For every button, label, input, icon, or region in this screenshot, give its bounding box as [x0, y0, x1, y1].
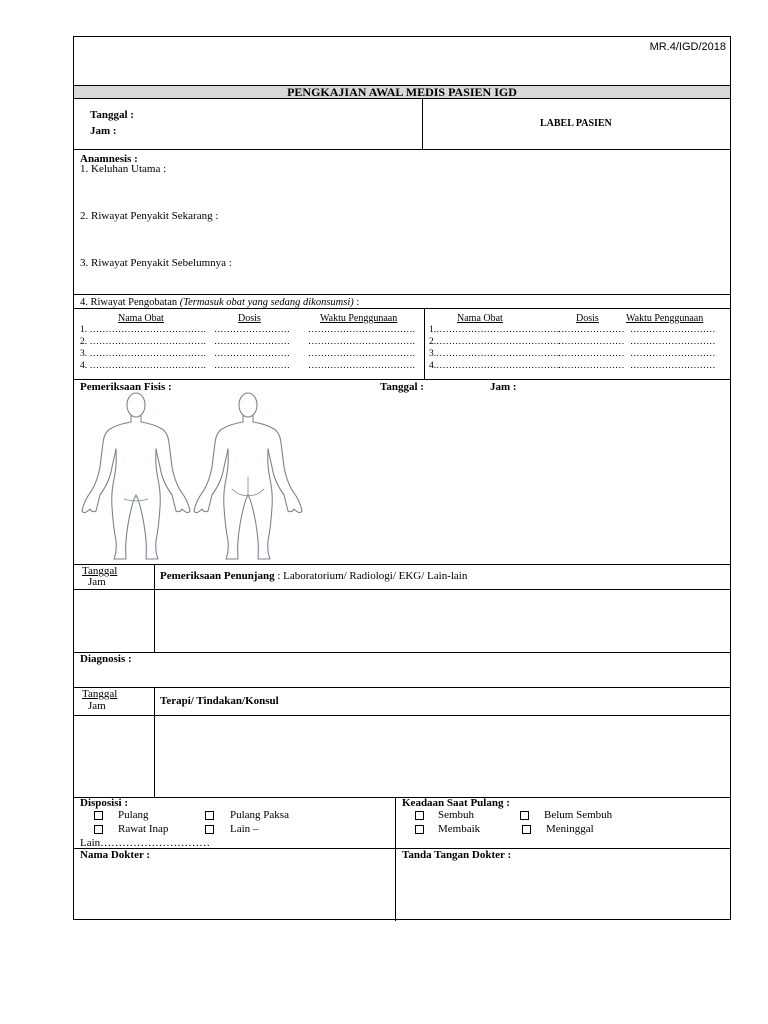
med-left-row-1: 1. ………………………………. [80, 325, 206, 335]
body-back-figure [192, 391, 304, 563]
form-title: PENGKAJIAN AWAL MEDIS PASIEN IGD [74, 85, 730, 99]
riwayat-pengobatan-note: (Termasuk obat yang sedang dikonsumsi) [179, 297, 354, 308]
penunjang-jam: Jam [88, 576, 106, 588]
riwayat-pengobatan-colon: : [353, 297, 360, 308]
checkbox-lain[interactable] [205, 825, 214, 834]
anamnesis-heading: Anamnesis : [80, 153, 138, 165]
option-meninggal: Meninggal [546, 823, 594, 835]
penunjang-split [154, 564, 155, 652]
riwayat-sekarang: 2. Riwayat Penyakit Sekarang : [80, 210, 219, 222]
med-col-waktu-right: Waktu Penggunaan [626, 313, 704, 324]
fisis-jam-label: Jam : [490, 381, 517, 393]
med-col-waktu-left: Waktu Penggunaan [320, 313, 398, 324]
fisis-tanggal-label: Tanggal : [380, 381, 424, 393]
disposisi-label: Disposisi : [80, 797, 128, 809]
divider-anamnesis [74, 149, 730, 150]
med-left-dosis-3: …………………… [214, 349, 290, 359]
med-left-row-2: 2. ………………………………. [80, 337, 206, 347]
divider-pengobatan [74, 294, 730, 295]
med-right-dosis-4: ………………… [558, 361, 625, 371]
divider-fisis [74, 379, 730, 380]
med-right-waktu-1: ……………………… [630, 325, 716, 335]
checkbox-belum-sembuh[interactable] [520, 811, 529, 820]
keadaan-label: Keadaan Saat Pulang : [402, 797, 510, 809]
med-col-dosis-left: Dosis [238, 313, 261, 324]
med-right-row-4: 4.………………………………… [429, 361, 560, 371]
checkbox-membaik[interactable] [415, 825, 424, 834]
divider-terapi-header [74, 715, 730, 716]
label-pasien: LABEL PASIEN [540, 118, 612, 129]
checkbox-sembuh[interactable] [415, 811, 424, 820]
terapi-split [154, 687, 155, 797]
checkbox-rawat-inap[interactable] [94, 825, 103, 834]
medical-assessment-form [73, 36, 731, 920]
med-right-dosis-1: ………………… [558, 325, 625, 335]
divider-diagnosis [74, 652, 730, 653]
penunjang-label: Pemeriksaan Penunjang [160, 570, 275, 582]
med-right-row-3: 3.………………………………… [429, 349, 560, 359]
med-col-nama-right: Nama Obat [457, 313, 503, 324]
med-right-waktu-4: ……………………… [630, 361, 716, 371]
tanda-tangan-label: Tanda Tangan Dokter : [402, 849, 512, 861]
disposisi-split [395, 797, 396, 921]
med-left-row-4: 4. ………………………………. [80, 361, 206, 371]
med-left-row-3: 3. ………………………………. [80, 349, 206, 359]
nama-dokter-label: Nama Dokter : [80, 849, 151, 861]
body-front-figure [80, 391, 192, 563]
med-left-waktu-3: ……………………………. [308, 349, 415, 359]
checkbox-meninggal[interactable] [522, 825, 531, 834]
penunjang-options: : Laboratorium/ Radiologi/ EKG/ Lain-lain [274, 570, 468, 582]
terapi-tanggal: Tanggal [82, 688, 118, 700]
med-left-waktu-4: ……………………………. [308, 361, 415, 371]
option-belum-sembuh: Belum Sembuh [544, 809, 613, 821]
penunjang-tanggal: Tanggal [82, 565, 118, 577]
med-col-nama-left: Nama Obat [118, 313, 164, 324]
checkbox-pulang[interactable] [94, 811, 103, 820]
option-rawat-inap: Rawat Inap [118, 823, 169, 835]
riwayat-pengobatan-label: 4. Riwayat Pengobatan [80, 297, 180, 308]
diagnosis-label: Diagnosis : [80, 653, 132, 665]
med-left-dosis-4: …………………… [214, 361, 290, 371]
form-code: MR.4/IGD/2018 [649, 41, 726, 53]
option-pulang-paksa: Pulang Paksa [230, 809, 289, 821]
med-right-dosis-3: ………………… [558, 349, 625, 359]
med-right-row-1: 1.………………………………… [429, 325, 560, 335]
med-table-split [424, 308, 425, 379]
option-lain: Lain – [230, 823, 259, 835]
terapi-label: Terapi/ Tindakan/Konsul [160, 695, 279, 707]
med-right-waktu-2: ……………………… [630, 337, 716, 347]
med-left-dosis-1: …………………… [214, 325, 290, 335]
divider-med-table [74, 308, 730, 309]
med-right-waktu-3: ……………………… [630, 349, 716, 359]
option-pulang: Pulang [118, 809, 149, 821]
med-left-waktu-2: ……………………………. [308, 337, 415, 347]
keluhan-utama: 1. Keluhan Utama : [80, 163, 167, 175]
option-sembuh: Sembuh [438, 809, 475, 821]
divider-terapi [74, 687, 730, 688]
option-membaik: Membaik [438, 823, 481, 835]
pemeriksaan-fisis-label: Pemeriksaan Fisis : [80, 381, 172, 393]
divider-penunjang-header [74, 589, 730, 590]
med-col-dosis-right: Dosis [576, 313, 599, 324]
pemeriksaan-penunjang [160, 570, 467, 583]
divider-penunjang [74, 564, 730, 565]
header-tanggal-label: Tanggal : [90, 109, 134, 121]
riwayat-sebelumnya: 3. Riwayat Penyakit Sebelumnya : [80, 257, 232, 269]
med-left-waktu-1: ……………………………. [308, 325, 415, 335]
header-jam-label: Jam : [90, 125, 117, 137]
disposisi-lain-line: Lain………………………… [80, 837, 211, 849]
med-right-row-2: 2.………………………………… [429, 337, 560, 347]
checkbox-pulang-paksa[interactable] [205, 811, 214, 820]
header-split [422, 99, 423, 149]
terapi-jam: Jam [88, 700, 106, 712]
med-right-dosis-2: ………………… [558, 337, 625, 347]
med-left-dosis-2: …………………… [214, 337, 290, 347]
